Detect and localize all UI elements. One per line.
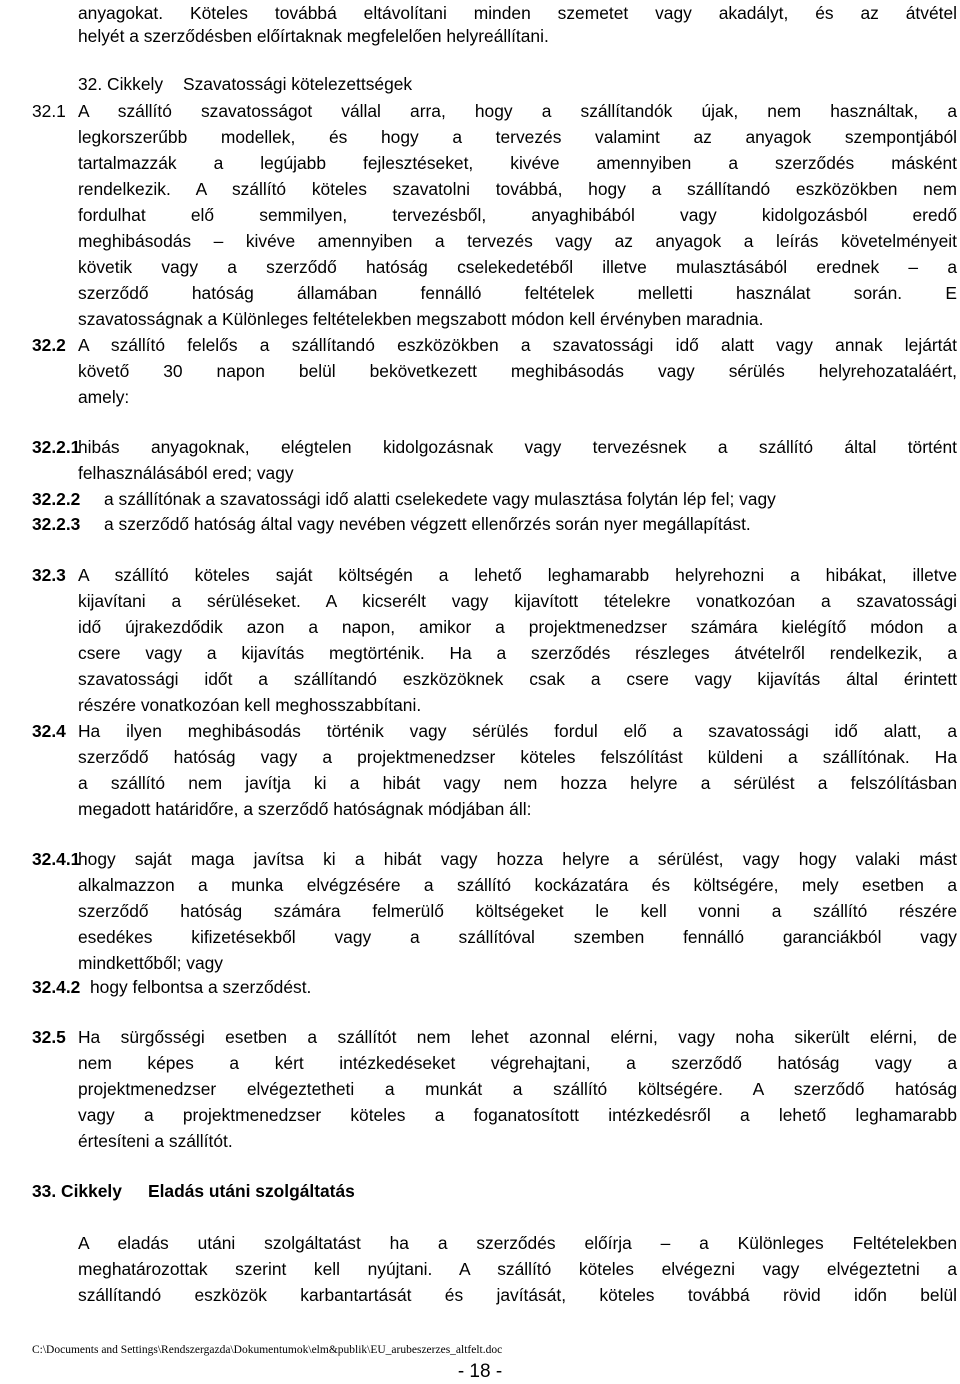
section-32-1-line: szerződő hatóság államában fennálló feltételek melletti használat során. E	[78, 283, 957, 303]
section-32-1-line: rendelkezik. A szállító köteles szavatolni továbbá, hogy a szállítandó eszközökben nem	[78, 179, 957, 199]
section-32-4-1-text: hogy saját maga javítsa ki a hibát vagy hozza helyre a sérülést, vagy hogy valaki mást	[78, 849, 957, 869]
section-32-1-line: követik vagy a szerződő hatóság cselekedetéből illetve mulasztásából erednek – a	[78, 257, 957, 277]
section-32-2-number: 32.2	[32, 335, 66, 355]
section-32-5-line: projektmenedzser elvégeztetheti a munkát a szállító költségére. A szerződő hatóság	[78, 1079, 957, 1099]
section-32-1-line: fordulhat elő semmilyen, tervezésből, anyaghibából vagy kidolgozásból eredő	[78, 205, 957, 225]
article-33-line: szállítandó eszközök karbantartását és javítását, köteles továbbá rövid időn belül	[78, 1285, 957, 1305]
section-32-5-line: értesíteni a szállítót.	[78, 1131, 233, 1151]
intro-line-2: helyét a szerződésben előírtaknak megfelelően helyreállítani.	[78, 26, 549, 46]
article-33-line: A eladás utáni szolgáltatást ha a szerződés előírja – a Különleges Feltételekben	[78, 1233, 957, 1253]
article-32-number: 32. Cikkely	[78, 74, 164, 94]
section-32-4-2-text: hogy felbontsa a szerződést.	[90, 977, 312, 997]
section-32-4-2-number: 32.4.2	[32, 977, 81, 997]
section-32-2-3-text: a szerződő hatóság által vagy nevében végzett ellenőrzés során nyer megállapítást.	[104, 514, 751, 534]
section-32-1-line: meghibásodás – kivéve amennyiben a tervezés vagy az anyagok a leírás követelményeit	[78, 231, 957, 251]
section-32-3-number: 32.3	[32, 565, 66, 585]
article-33-line: meghatározottak szerint kell nyújtani. A szállító köteles elvégezni vagy elvégeztetni a	[78, 1259, 957, 1279]
section-32-4-line: szerződő hatóság vagy a projektmenedzser köteles felszólítást küldeni a szállítónak. Ha	[78, 747, 957, 767]
section-32-1-line: tartalmazzák a legújabb fejlesztéseket, kivéve amennyiben a szerződés másként	[78, 153, 957, 173]
section-32-2-1-line	[78, 434, 957, 460]
section-32-2-1-text: hibás anyagoknak, elégtelen kidolgozásnak vagy tervezésnek a szállító által történt	[78, 437, 957, 457]
section-32-5-number: 32.5	[32, 1027, 66, 1047]
section-32-1-number: 32.1	[32, 101, 66, 121]
section-32-3-line: részére vonatkozóan kell meghosszabbítani.	[78, 695, 422, 715]
section-32-4-1-line-first	[78, 846, 957, 872]
section-32-4-line: Ha ilyen meghibásodás történik vagy sérülés fordul elő a szavatossági idő alatt, a	[78, 721, 957, 741]
section-32-3-line: kijavítani a sérüléseket. A kicserélt vagy kijavított tételekre vonatkozóan a szavatossági	[78, 591, 957, 611]
section-32-1-line: szavatosságnak a Különleges feltételekben megszabott módon kell érvényben maradnia.	[78, 309, 764, 329]
section-32-4-1-line: esedékes kifizetésekből vagy a szállítóval szemben fennálló garanciákból vagy	[78, 927, 957, 947]
section-32-2-1-line: felhasználásából ered; vagy	[78, 463, 294, 483]
article-33-title: Eladás utáni szolgáltatás	[148, 1181, 355, 1201]
section-32-5-line: nem képes a kért intézkedéseket végrehajtani, a szerződő hatóság vagy a	[78, 1053, 957, 1073]
section-32-3-line: szavatossági időt a szállítandó eszközöknek csak a csere vagy kijavítás által érintett	[78, 669, 957, 689]
section-32-2-2-text: a szállítónak a szavatossági idő alatti cselekedete vagy mulasztása folytán lép fel; vagy	[104, 489, 776, 509]
section-32-2-1-number: 32.2.1	[32, 437, 81, 457]
section-32-4-1-line: szerződő hatóság számára felmerülő költségeket le kell vonni a szállító részére	[78, 901, 957, 921]
section-32-2-2-number: 32.2.2	[32, 489, 81, 509]
section-32-2-line: követő 30 napon belül bekövetkezett meghibásodás vagy sérülés helyrehozataláért,	[78, 361, 957, 381]
section-32-2-line: amely:	[78, 387, 130, 407]
section-32-3-line: A szállító köteles saját költségén a lehető leghamarabb helyrehozni a hibákat, illetve	[78, 565, 957, 585]
section-32-4-line: a szállító nem javítja ki a hibát vagy nem hozza helyre a sérülést a felszólításban	[78, 773, 957, 793]
section-32-3-line: idő újrakezdődik azon a napon, amikor a projektmenedzser számára kielégítő módon a	[78, 617, 957, 637]
section-32-4-1-line: mindkettőből; vagy	[78, 953, 224, 973]
section-32-4-number: 32.4	[32, 721, 66, 741]
section-32-5-line: vagy a projektmenedzser köteles a foganatosított intézkedésről a lehető leghamarabb	[78, 1105, 957, 1125]
section-32-2-line: A szállító felelős a szállítandó eszközökben a szavatossági idő alatt vagy annak lejártát	[78, 335, 957, 355]
footer-file-path: C:\Documents and Settings\Rendszergazda\Dokumentumok\elm&publik\EU_arubeszerzes_altfelt.doc	[32, 1344, 503, 1356]
section-32-4-1-number: 32.4.1	[32, 849, 81, 869]
section-32-4-line: megadott határidőre, a szerződő hatóságnak módjában áll:	[78, 799, 532, 819]
section-32-1-line: legkorszerűbb modellek, és hogy a tervezés valamint az anyagok szempontjából	[78, 127, 957, 147]
section-32-1-line: A szállító szavatosságot vállal arra, hogy a szállítandók újak, nem használtak, a	[78, 101, 957, 121]
section-32-2-3-number: 32.2.3	[32, 514, 81, 534]
article-33-number: 33. Cikkely	[32, 1181, 122, 1201]
intro-line-1: anyagokat. Köteles továbbá eltávolítani minden szemetet vagy akadályt, és az átvétel	[78, 3, 957, 23]
section-32-5-line: Ha sürgősségi esetben a szállítót nem lehet azonnal elérni, vagy noha sikerült elérni, de	[78, 1027, 957, 1047]
page-number: - 18 -	[457, 1361, 503, 1382]
section-32-3-line: csere vagy a kijavítás megtörténik. Ha a szerződés részleges átvételről rendelkezik, a	[78, 643, 957, 663]
article-32-title: Szavatossági kötelezettségek	[183, 74, 413, 94]
section-32-4-1-line: alkalmazzon a munka elvégzésére a szállító kockázatára és költségére, mely esetben a	[78, 875, 957, 895]
